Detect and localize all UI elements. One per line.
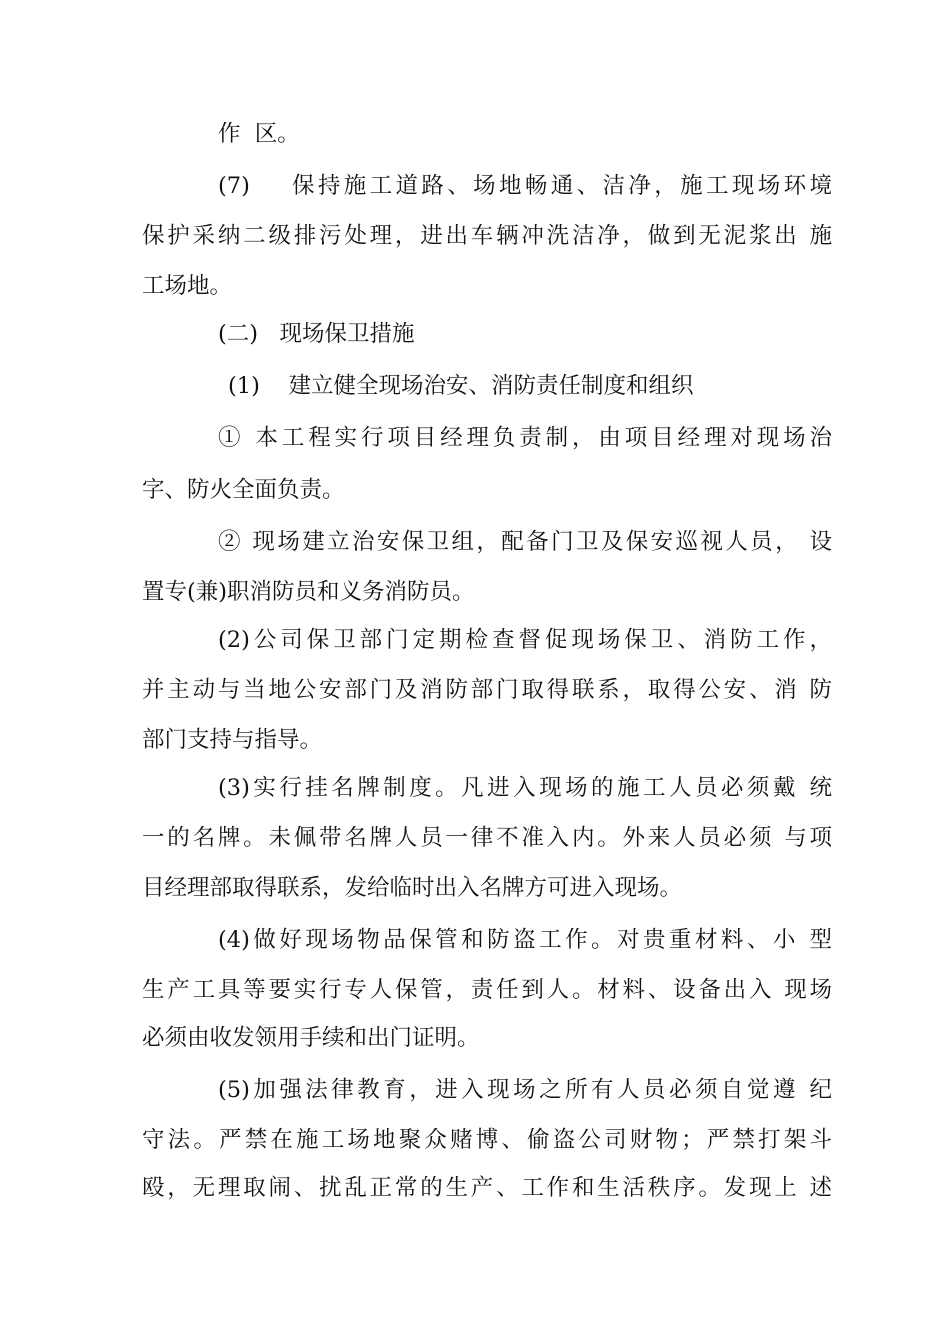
text-line: 字、防火全面负责。	[142, 477, 345, 503]
section-heading: (二) 现场保卫措施	[218, 321, 415, 347]
text-line: 必须由收发领用手续和出门证明。	[142, 1025, 480, 1051]
text-line: ② 现场建立治安保卫组，配备门卫及保安巡视人员， 设	[218, 529, 832, 555]
text-line: 守法。严禁在施工场地聚众赌博、偷盗公司财物；严禁打架斗	[142, 1127, 832, 1153]
text-line: ① 本工程实行项目经理负责制，由项目经理对现场治	[218, 425, 832, 451]
text-line: 目经理部取得联系，发给临时出入名牌方可进入现场。	[142, 875, 683, 901]
text-line: 作 区。	[218, 121, 300, 147]
text-line: (5)加强法律教育，进入现场之所有人员必须自觉遵 纪	[218, 1077, 832, 1103]
text-line: 工场地。	[142, 273, 233, 299]
text-line: 一的名牌。未佩带名牌人员一律不准入内。外来人员必须 与项	[142, 825, 832, 851]
text-line: 生产工具等要实行专人保管，责任到人。材料、设备出入 现场	[142, 977, 832, 1003]
text-line: 置专(兼)职消防员和义务消防员。	[142, 579, 475, 605]
subsection-heading: (1) 建立健全现场治安、消防责任制度和组织	[228, 373, 694, 399]
text-line: (7) 保持施工道路、场地畅通、洁净，施工现场环境	[218, 173, 832, 199]
text-line: 殴，无理取闹、扰乱正常的生产、工作和生活秩序。发现上 述	[142, 1175, 832, 1201]
text-line: 保护采纳二级排污处理，进出车辆冲洗洁净，做到无泥浆出 施	[142, 223, 832, 249]
text-line: 部门支持与指导。	[142, 727, 323, 753]
text-line: (4)做好现场物品保管和防盗工作。对贵重材料、小 型	[218, 927, 832, 953]
text-line: (2)公司保卫部门定期检查督促现场保卫、消防工作，	[218, 627, 832, 653]
text-line: (3)实行挂名牌制度。凡进入现场的施工人员必须戴 统	[218, 775, 832, 801]
text-line: 并主动与当地公安部门及消防部门取得联系，取得公安、消 防	[142, 677, 832, 703]
